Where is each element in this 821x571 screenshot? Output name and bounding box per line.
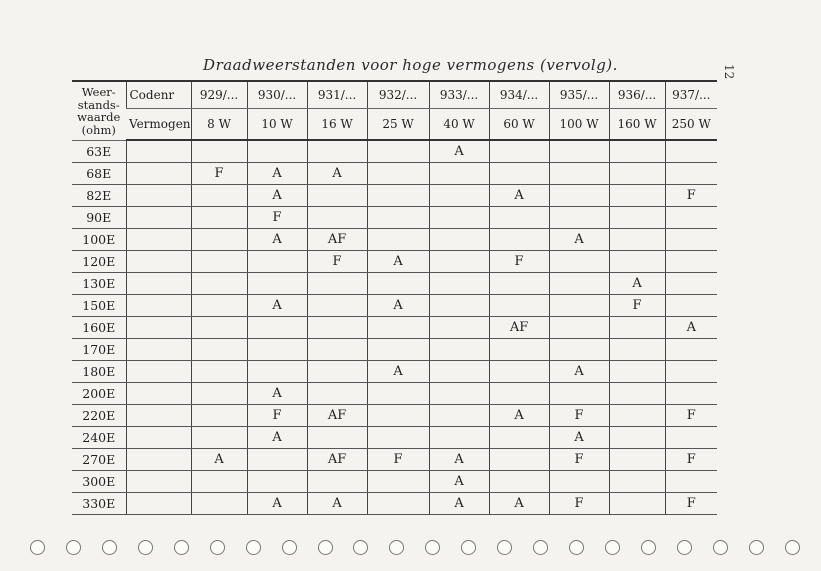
code-932: 932/... bbox=[367, 81, 429, 109]
availability-cell bbox=[549, 295, 609, 317]
punch-hole bbox=[497, 540, 512, 555]
availability-cell bbox=[665, 427, 717, 449]
punch-hole bbox=[677, 540, 692, 555]
availability-cell bbox=[609, 405, 665, 427]
availability-cell: A bbox=[247, 427, 307, 449]
availability-cell bbox=[429, 185, 489, 207]
punch-hole bbox=[318, 540, 333, 555]
power-label: Vermogen bbox=[126, 109, 191, 141]
table-row bbox=[72, 493, 717, 515]
punch-hole bbox=[425, 540, 440, 555]
code-929: 929/... bbox=[191, 81, 247, 109]
availability-cell bbox=[367, 185, 429, 207]
availability-cell bbox=[191, 251, 247, 273]
punch-hole bbox=[30, 540, 45, 555]
resistance-value: 63E bbox=[72, 140, 126, 163]
header-code-row bbox=[72, 81, 717, 109]
availability-cell bbox=[429, 273, 489, 295]
code-937: 937/... bbox=[665, 81, 717, 109]
availability-cell: A bbox=[367, 251, 429, 273]
label-column-cell bbox=[126, 449, 191, 471]
availability-cell: A bbox=[489, 185, 549, 207]
label-column-cell bbox=[126, 140, 191, 163]
availability-cell: A bbox=[429, 140, 489, 163]
resistance-value: 330E bbox=[72, 493, 126, 515]
punch-hole bbox=[66, 540, 81, 555]
availability-cell bbox=[307, 383, 367, 405]
availability-cell bbox=[429, 317, 489, 339]
label-column-cell bbox=[126, 339, 191, 361]
availability-cell bbox=[665, 273, 717, 295]
punch-hole bbox=[282, 540, 297, 555]
availability-cell: AF bbox=[307, 229, 367, 251]
availability-cell bbox=[191, 427, 247, 449]
availability-cell bbox=[307, 317, 367, 339]
availability-cell: A bbox=[489, 493, 549, 515]
availability-cell: F bbox=[549, 405, 609, 427]
availability-cell bbox=[609, 163, 665, 185]
availability-cell: F bbox=[247, 207, 307, 229]
resistance-value: 82E bbox=[72, 185, 126, 207]
power-8w: 8 W bbox=[191, 109, 247, 141]
availability-cell bbox=[489, 361, 549, 383]
code-933: 933/... bbox=[429, 81, 489, 109]
availability-cell bbox=[609, 229, 665, 251]
punch-hole bbox=[210, 540, 225, 555]
punch-holes bbox=[30, 540, 800, 558]
label-column-cell bbox=[126, 471, 191, 493]
availability-cell: A bbox=[367, 361, 429, 383]
power-10w: 10 W bbox=[247, 109, 307, 141]
availability-cell: A bbox=[247, 383, 307, 405]
table-row bbox=[72, 339, 717, 361]
resistor-table bbox=[72, 80, 717, 515]
power-160w: 160 W bbox=[609, 109, 665, 141]
table-row bbox=[72, 251, 717, 273]
availability-cell bbox=[191, 295, 247, 317]
row-header-label bbox=[72, 81, 126, 140]
availability-cell bbox=[665, 295, 717, 317]
table-row bbox=[72, 427, 717, 449]
availability-cell bbox=[429, 295, 489, 317]
power-60w: 60 W bbox=[489, 109, 549, 141]
availability-cell bbox=[307, 427, 367, 449]
availability-cell: A bbox=[549, 427, 609, 449]
availability-cell bbox=[665, 207, 717, 229]
power-100w: 100 W bbox=[549, 109, 609, 141]
availability-cell bbox=[191, 140, 247, 163]
availability-cell bbox=[247, 140, 307, 163]
punch-hole bbox=[749, 540, 764, 555]
power-16w: 16 W bbox=[307, 109, 367, 141]
table-row bbox=[72, 295, 717, 317]
availability-cell: F bbox=[549, 449, 609, 471]
availability-cell bbox=[549, 251, 609, 273]
availability-cell bbox=[609, 383, 665, 405]
availability-cell bbox=[549, 317, 609, 339]
availability-cell bbox=[609, 471, 665, 493]
availability-cell bbox=[665, 251, 717, 273]
availability-cell bbox=[549, 207, 609, 229]
code-label: Codenr bbox=[126, 81, 191, 109]
availability-cell bbox=[489, 207, 549, 229]
page-number: 12 bbox=[722, 64, 736, 80]
availability-cell bbox=[191, 207, 247, 229]
availability-cell bbox=[429, 251, 489, 273]
availability-cell bbox=[665, 383, 717, 405]
resistance-value: 300E bbox=[72, 471, 126, 493]
label-column-cell bbox=[126, 273, 191, 295]
availability-cell bbox=[609, 251, 665, 273]
availability-cell bbox=[429, 427, 489, 449]
resistance-value: 160E bbox=[72, 317, 126, 339]
availability-cell bbox=[549, 163, 609, 185]
row-header-line: waarde bbox=[77, 110, 121, 125]
punch-hole bbox=[785, 540, 800, 555]
availability-cell bbox=[307, 361, 367, 383]
availability-cell bbox=[367, 383, 429, 405]
availability-cell bbox=[489, 449, 549, 471]
resistance-value: 120E bbox=[72, 251, 126, 273]
resistance-value: 240E bbox=[72, 427, 126, 449]
availability-cell bbox=[191, 471, 247, 493]
availability-cell bbox=[191, 317, 247, 339]
availability-cell: F bbox=[549, 493, 609, 515]
availability-cell bbox=[549, 273, 609, 295]
availability-cell: A bbox=[429, 471, 489, 493]
availability-cell bbox=[307, 207, 367, 229]
availability-cell bbox=[549, 140, 609, 163]
availability-cell bbox=[429, 361, 489, 383]
resistance-value: 150E bbox=[72, 295, 126, 317]
availability-cell bbox=[429, 339, 489, 361]
table-row bbox=[72, 140, 717, 163]
availability-cell bbox=[191, 229, 247, 251]
row-header-line: Weer- bbox=[81, 85, 116, 100]
table-row bbox=[72, 317, 717, 339]
availability-cell: F bbox=[665, 405, 717, 427]
punch-hole bbox=[569, 540, 584, 555]
availability-cell: A bbox=[247, 493, 307, 515]
availability-cell bbox=[665, 361, 717, 383]
availability-cell: A bbox=[429, 449, 489, 471]
label-column-cell bbox=[126, 229, 191, 251]
resistance-value: 100E bbox=[72, 229, 126, 251]
label-column-cell bbox=[126, 295, 191, 317]
availability-cell bbox=[367, 317, 429, 339]
availability-cell bbox=[367, 339, 429, 361]
availability-cell: F bbox=[665, 449, 717, 471]
code-936: 936/... bbox=[609, 81, 665, 109]
punch-hole bbox=[461, 540, 476, 555]
availability-cell bbox=[549, 471, 609, 493]
label-column-cell bbox=[126, 361, 191, 383]
label-column-cell bbox=[126, 317, 191, 339]
availability-cell bbox=[307, 339, 367, 361]
availability-cell: A bbox=[609, 273, 665, 295]
availability-cell bbox=[307, 140, 367, 163]
availability-cell bbox=[665, 229, 717, 251]
label-column-cell bbox=[126, 405, 191, 427]
availability-cell bbox=[247, 449, 307, 471]
availability-cell: AF bbox=[489, 317, 549, 339]
availability-cell bbox=[489, 383, 549, 405]
availability-cell: A bbox=[429, 493, 489, 515]
availability-cell: F bbox=[191, 163, 247, 185]
availability-cell bbox=[609, 185, 665, 207]
availability-cell bbox=[489, 427, 549, 449]
label-column-cell bbox=[126, 163, 191, 185]
label-column-cell bbox=[126, 427, 191, 449]
availability-cell: A bbox=[665, 317, 717, 339]
availability-cell bbox=[367, 427, 429, 449]
availability-cell bbox=[665, 163, 717, 185]
availability-cell bbox=[549, 185, 609, 207]
punch-hole bbox=[138, 540, 153, 555]
table-row bbox=[72, 185, 717, 207]
row-header-line: stands- bbox=[77, 97, 120, 112]
label-column-cell bbox=[126, 251, 191, 273]
resistance-value: 200E bbox=[72, 383, 126, 405]
availability-cell: F bbox=[665, 185, 717, 207]
availability-cell bbox=[549, 339, 609, 361]
availability-cell bbox=[247, 273, 307, 295]
availability-cell: A bbox=[247, 229, 307, 251]
availability-cell: F bbox=[665, 493, 717, 515]
availability-cell bbox=[665, 339, 717, 361]
availability-cell bbox=[247, 251, 307, 273]
availability-cell bbox=[247, 471, 307, 493]
availability-cell bbox=[367, 493, 429, 515]
availability-cell bbox=[191, 405, 247, 427]
availability-cell: A bbox=[307, 163, 367, 185]
availability-cell bbox=[367, 163, 429, 185]
availability-cell: F bbox=[367, 449, 429, 471]
availability-cell bbox=[609, 493, 665, 515]
availability-cell bbox=[489, 471, 549, 493]
resistance-value: 170E bbox=[72, 339, 126, 361]
availability-cell bbox=[247, 361, 307, 383]
availability-cell bbox=[489, 273, 549, 295]
availability-cell: A bbox=[247, 185, 307, 207]
availability-cell bbox=[489, 229, 549, 251]
availability-cell bbox=[489, 140, 549, 163]
availability-cell bbox=[191, 273, 247, 295]
availability-cell: AF bbox=[307, 449, 367, 471]
availability-cell bbox=[191, 361, 247, 383]
resistance-value: 180E bbox=[72, 361, 126, 383]
availability-cell bbox=[367, 273, 429, 295]
availability-cell: A bbox=[549, 361, 609, 383]
availability-cell: A bbox=[489, 405, 549, 427]
availability-cell: A bbox=[367, 295, 429, 317]
punch-hole bbox=[174, 540, 189, 555]
header-power-row bbox=[72, 109, 717, 141]
availability-cell bbox=[191, 339, 247, 361]
power-250w: 250 W bbox=[665, 109, 717, 141]
availability-cell bbox=[609, 339, 665, 361]
availability-cell: A bbox=[247, 163, 307, 185]
availability-cell bbox=[609, 361, 665, 383]
availability-cell bbox=[429, 405, 489, 427]
availability-cell bbox=[429, 163, 489, 185]
code-930: 930/... bbox=[247, 81, 307, 109]
table-row bbox=[72, 207, 717, 229]
label-column-cell bbox=[126, 185, 191, 207]
availability-cell: A bbox=[549, 229, 609, 251]
table-row bbox=[72, 383, 717, 405]
availability-cell bbox=[367, 471, 429, 493]
label-column-cell bbox=[126, 383, 191, 405]
table-row bbox=[72, 361, 717, 383]
availability-cell bbox=[247, 339, 307, 361]
availability-cell bbox=[549, 383, 609, 405]
page-title: Draadweerstanden voor hoge vermogens (vervolg). bbox=[203, 56, 618, 74]
availability-cell: A bbox=[191, 449, 247, 471]
availability-cell bbox=[367, 229, 429, 251]
availability-cell bbox=[429, 383, 489, 405]
availability-cell bbox=[429, 229, 489, 251]
row-header-line: (ohm) bbox=[81, 122, 116, 137]
availability-cell bbox=[367, 140, 429, 163]
availability-cell: F bbox=[489, 251, 549, 273]
resistance-value: 90E bbox=[72, 207, 126, 229]
availability-cell bbox=[609, 449, 665, 471]
availability-cell bbox=[609, 207, 665, 229]
resistance-value: 68E bbox=[72, 163, 126, 185]
table-row bbox=[72, 471, 717, 493]
punch-hole bbox=[605, 540, 620, 555]
code-931: 931/... bbox=[307, 81, 367, 109]
punch-hole bbox=[713, 540, 728, 555]
code-935: 935/... bbox=[549, 81, 609, 109]
table-row bbox=[72, 449, 717, 471]
table-row bbox=[72, 273, 717, 295]
availability-cell bbox=[665, 471, 717, 493]
availability-cell bbox=[609, 140, 665, 163]
availability-cell bbox=[247, 317, 307, 339]
resistance-value: 270E bbox=[72, 449, 126, 471]
availability-cell bbox=[191, 185, 247, 207]
availability-cell bbox=[609, 427, 665, 449]
availability-cell bbox=[307, 273, 367, 295]
punch-hole bbox=[389, 540, 404, 555]
availability-cell bbox=[489, 339, 549, 361]
punch-hole bbox=[533, 540, 548, 555]
availability-cell: F bbox=[609, 295, 665, 317]
resistance-value: 130E bbox=[72, 273, 126, 295]
availability-cell bbox=[307, 295, 367, 317]
table-row bbox=[72, 163, 717, 185]
availability-cell bbox=[489, 163, 549, 185]
availability-cell bbox=[665, 140, 717, 163]
punch-hole bbox=[353, 540, 368, 555]
punch-hole bbox=[102, 540, 117, 555]
punch-hole bbox=[246, 540, 261, 555]
availability-cell: F bbox=[247, 405, 307, 427]
availability-cell bbox=[191, 383, 247, 405]
availability-cell bbox=[191, 493, 247, 515]
availability-cell: A bbox=[307, 493, 367, 515]
availability-cell bbox=[307, 471, 367, 493]
availability-cell bbox=[429, 207, 489, 229]
code-934: 934/... bbox=[489, 81, 549, 109]
availability-cell: AF bbox=[307, 405, 367, 427]
power-40w: 40 W bbox=[429, 109, 489, 141]
table-row bbox=[72, 405, 717, 427]
availability-cell bbox=[367, 405, 429, 427]
resistance-value: 220E bbox=[72, 405, 126, 427]
power-25w: 25 W bbox=[367, 109, 429, 141]
label-column-cell bbox=[126, 207, 191, 229]
availability-cell bbox=[489, 295, 549, 317]
availability-cell: A bbox=[247, 295, 307, 317]
punch-hole bbox=[641, 540, 656, 555]
availability-cell bbox=[367, 207, 429, 229]
table-row bbox=[72, 229, 717, 251]
availability-cell bbox=[609, 317, 665, 339]
label-column-cell bbox=[126, 493, 191, 515]
availability-cell bbox=[307, 185, 367, 207]
availability-cell: F bbox=[307, 251, 367, 273]
